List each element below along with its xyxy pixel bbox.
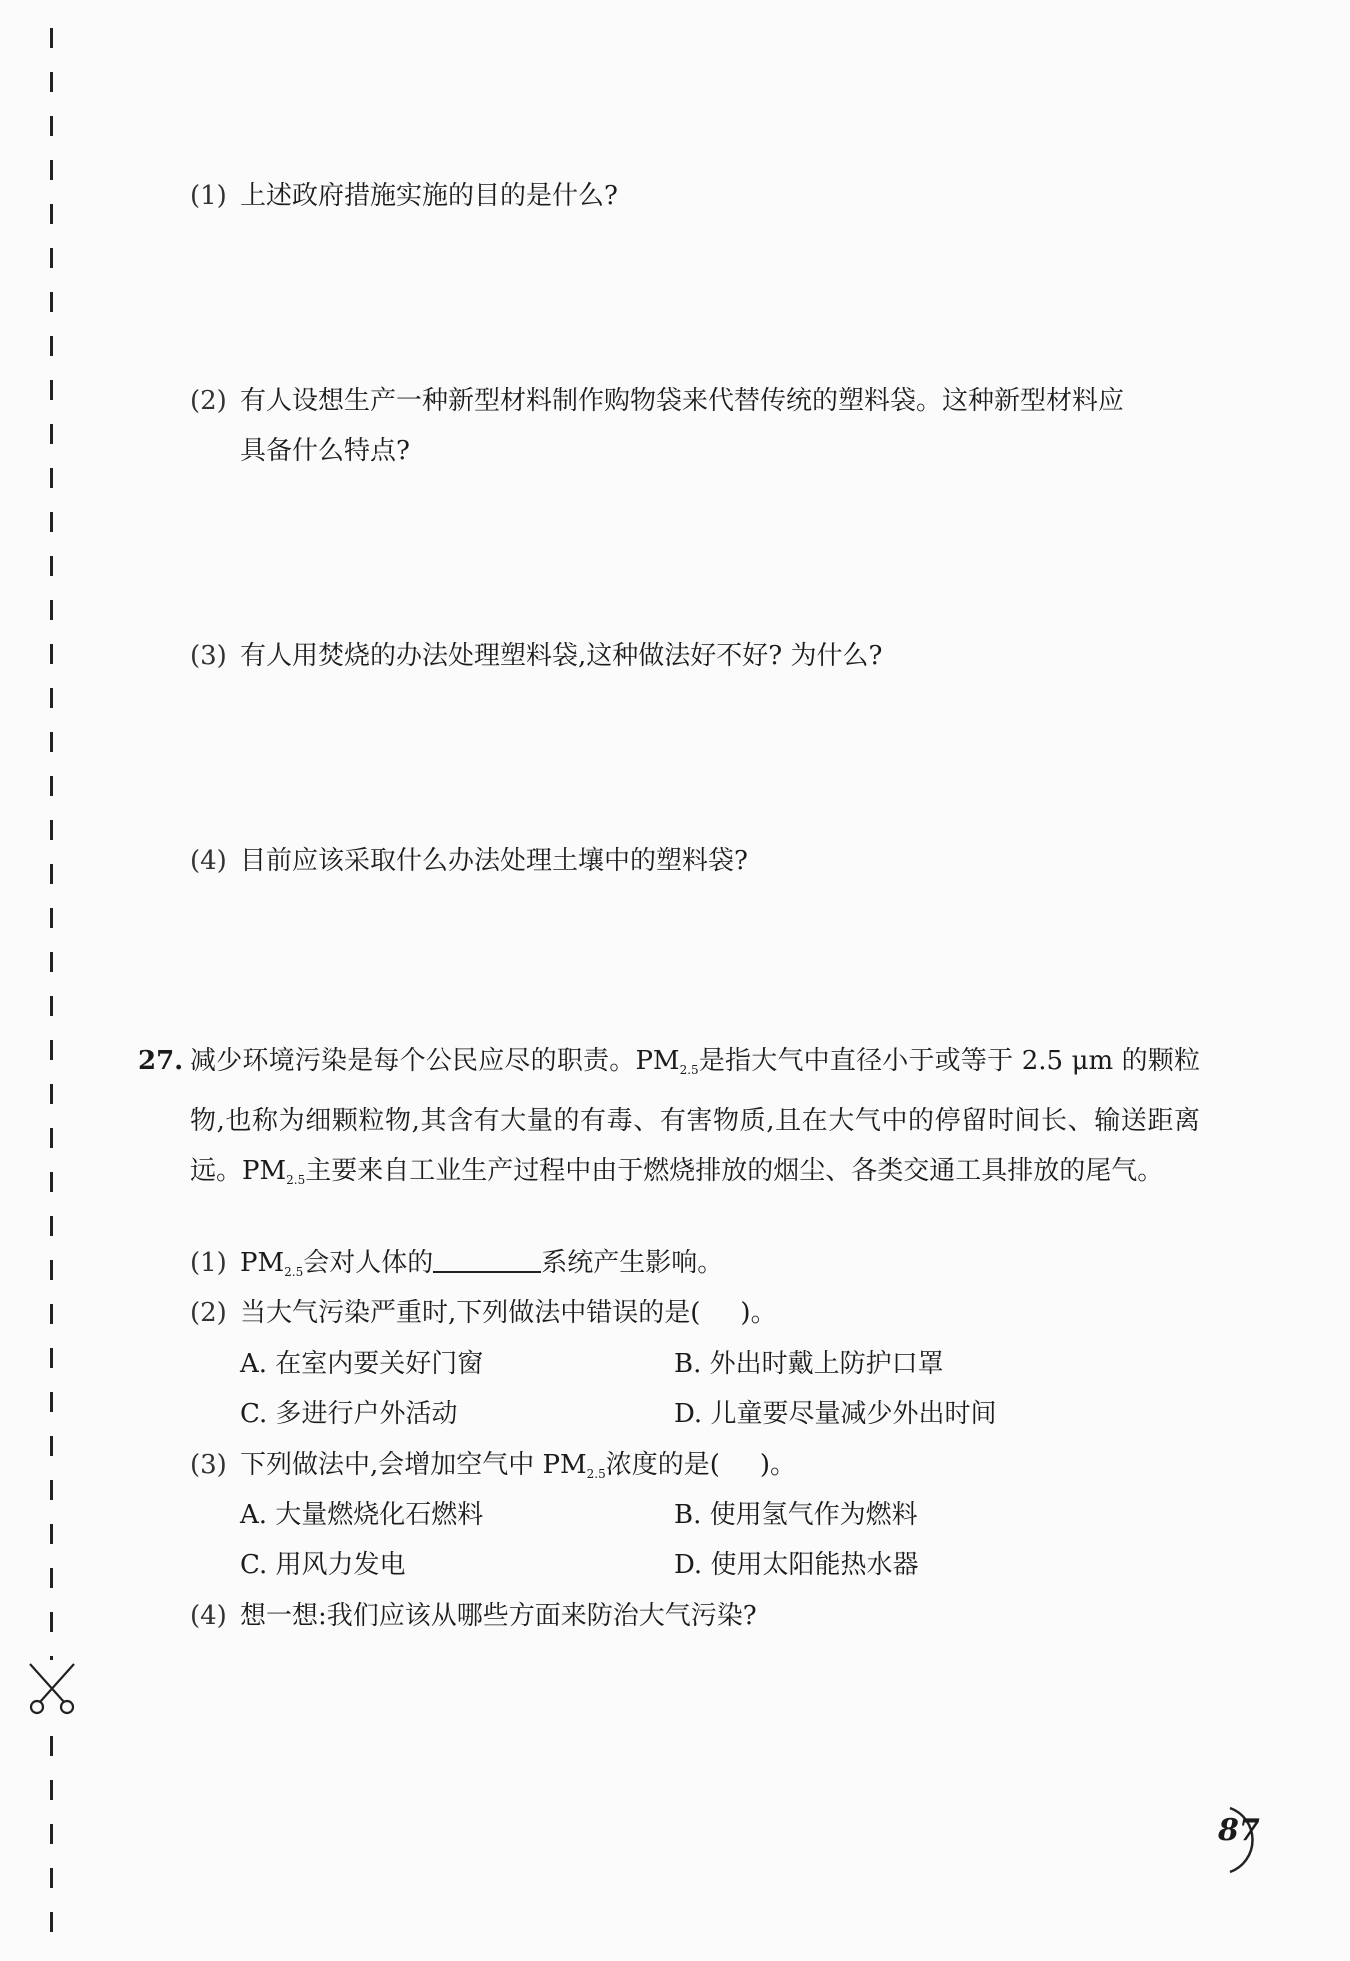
sub-number: (4) — [190, 1601, 227, 1631]
q26-sub4 — [190, 836, 748, 886]
pm-text: PM — [240, 1248, 285, 1278]
sub-text: 有人设想生产一种新型材料制作购物袋来代替传统的塑料袋。这种新型材料应 — [240, 386, 1125, 416]
q27-sub2 — [190, 1288, 777, 1338]
sub-text: 想一想:我们应该从哪些方面来防治大气污染? — [240, 1601, 757, 1631]
sub-text: 下列做法中,会增加空气中 PM — [240, 1450, 587, 1480]
sub-number: (2) — [190, 1298, 227, 1328]
sub-text: )。 — [759, 1450, 797, 1480]
option-d: D. 使用太阳能热水器 — [674, 1550, 919, 1580]
sub-number: (4) — [190, 846, 227, 876]
sub-number: (3) — [190, 1450, 227, 1480]
option-c: C. 用风力发电 — [240, 1550, 406, 1580]
pm-subscript: 2.5 — [286, 1173, 306, 1187]
sub-number: (1) — [190, 181, 227, 211]
sub-text: )。 — [740, 1298, 777, 1328]
question-number: 27. — [138, 1046, 184, 1076]
cut-line-upper — [48, 28, 54, 1660]
answer-blank[interactable] — [433, 1243, 541, 1273]
option-a: A. 大量燃烧化石燃料 — [240, 1500, 484, 1530]
pm-subscript: 2.5 — [679, 1063, 699, 1077]
option-b: B. 使用氢气作为燃料 — [674, 1500, 918, 1530]
sub-number: (2) — [190, 386, 227, 416]
sub-text: 有人用焚烧的办法处理塑料袋,这种做法好不好? 为什么? — [240, 641, 883, 671]
stem-part-c: 主要来自工业生产过程中由于燃烧排放的烟尘、各类交通工具排放的尾气。 — [305, 1156, 1164, 1186]
sub-text: 目前应该采取什么办法处理土壤中的塑料袋? — [240, 846, 748, 876]
q26-sub3 — [190, 631, 882, 681]
pm-subscript: 2.5 — [284, 1265, 304, 1279]
sub-number: (1) — [190, 1248, 227, 1278]
sub-text: 上述政府措施实施的目的是什么? — [240, 181, 618, 211]
scissors-icon — [24, 1660, 80, 1716]
q26-sub1 — [190, 171, 618, 221]
sub-text: 会对人体的 — [303, 1248, 434, 1278]
option-a: A. 在室内要关好门窗 — [240, 1349, 484, 1379]
q26-sub2-continuation: 具备什么特点? — [240, 436, 410, 466]
sub-text: 系统产生影响。 — [541, 1248, 724, 1278]
option-b: B. 外出时戴上防护口罩 — [674, 1349, 944, 1379]
q27-stem — [190, 1036, 1200, 1206]
q26-sub2 — [190, 376, 1124, 426]
stem-part-a: 减少环境污染是每个公民应尽的职责。PM — [190, 1046, 680, 1076]
pm-subscript: 2.5 — [586, 1467, 606, 1481]
sub-number: (3) — [190, 641, 227, 671]
option-d: D. 儿童要尽量减少外出时间 — [674, 1399, 997, 1429]
sub-text: 当大气污染严重时,下列做法中错误的是( — [240, 1298, 701, 1328]
option-c: C. 多进行户外活动 — [240, 1399, 458, 1429]
page-number: 87 — [1218, 1813, 1260, 1848]
cut-line-lower — [48, 1736, 54, 1946]
q27-sub4 — [190, 1591, 757, 1641]
cut-line — [48, 28, 54, 1938]
stem-part-b: 是指大气中直径小于或等于 2.5 μm 的颗粒物,也称为细颗粒物,其含有大量的有毒、有害物质,且在大气中的停留时间长、输送距离远。PM — [190, 1046, 1200, 1186]
sub-text: 浓度的是( — [605, 1450, 720, 1480]
